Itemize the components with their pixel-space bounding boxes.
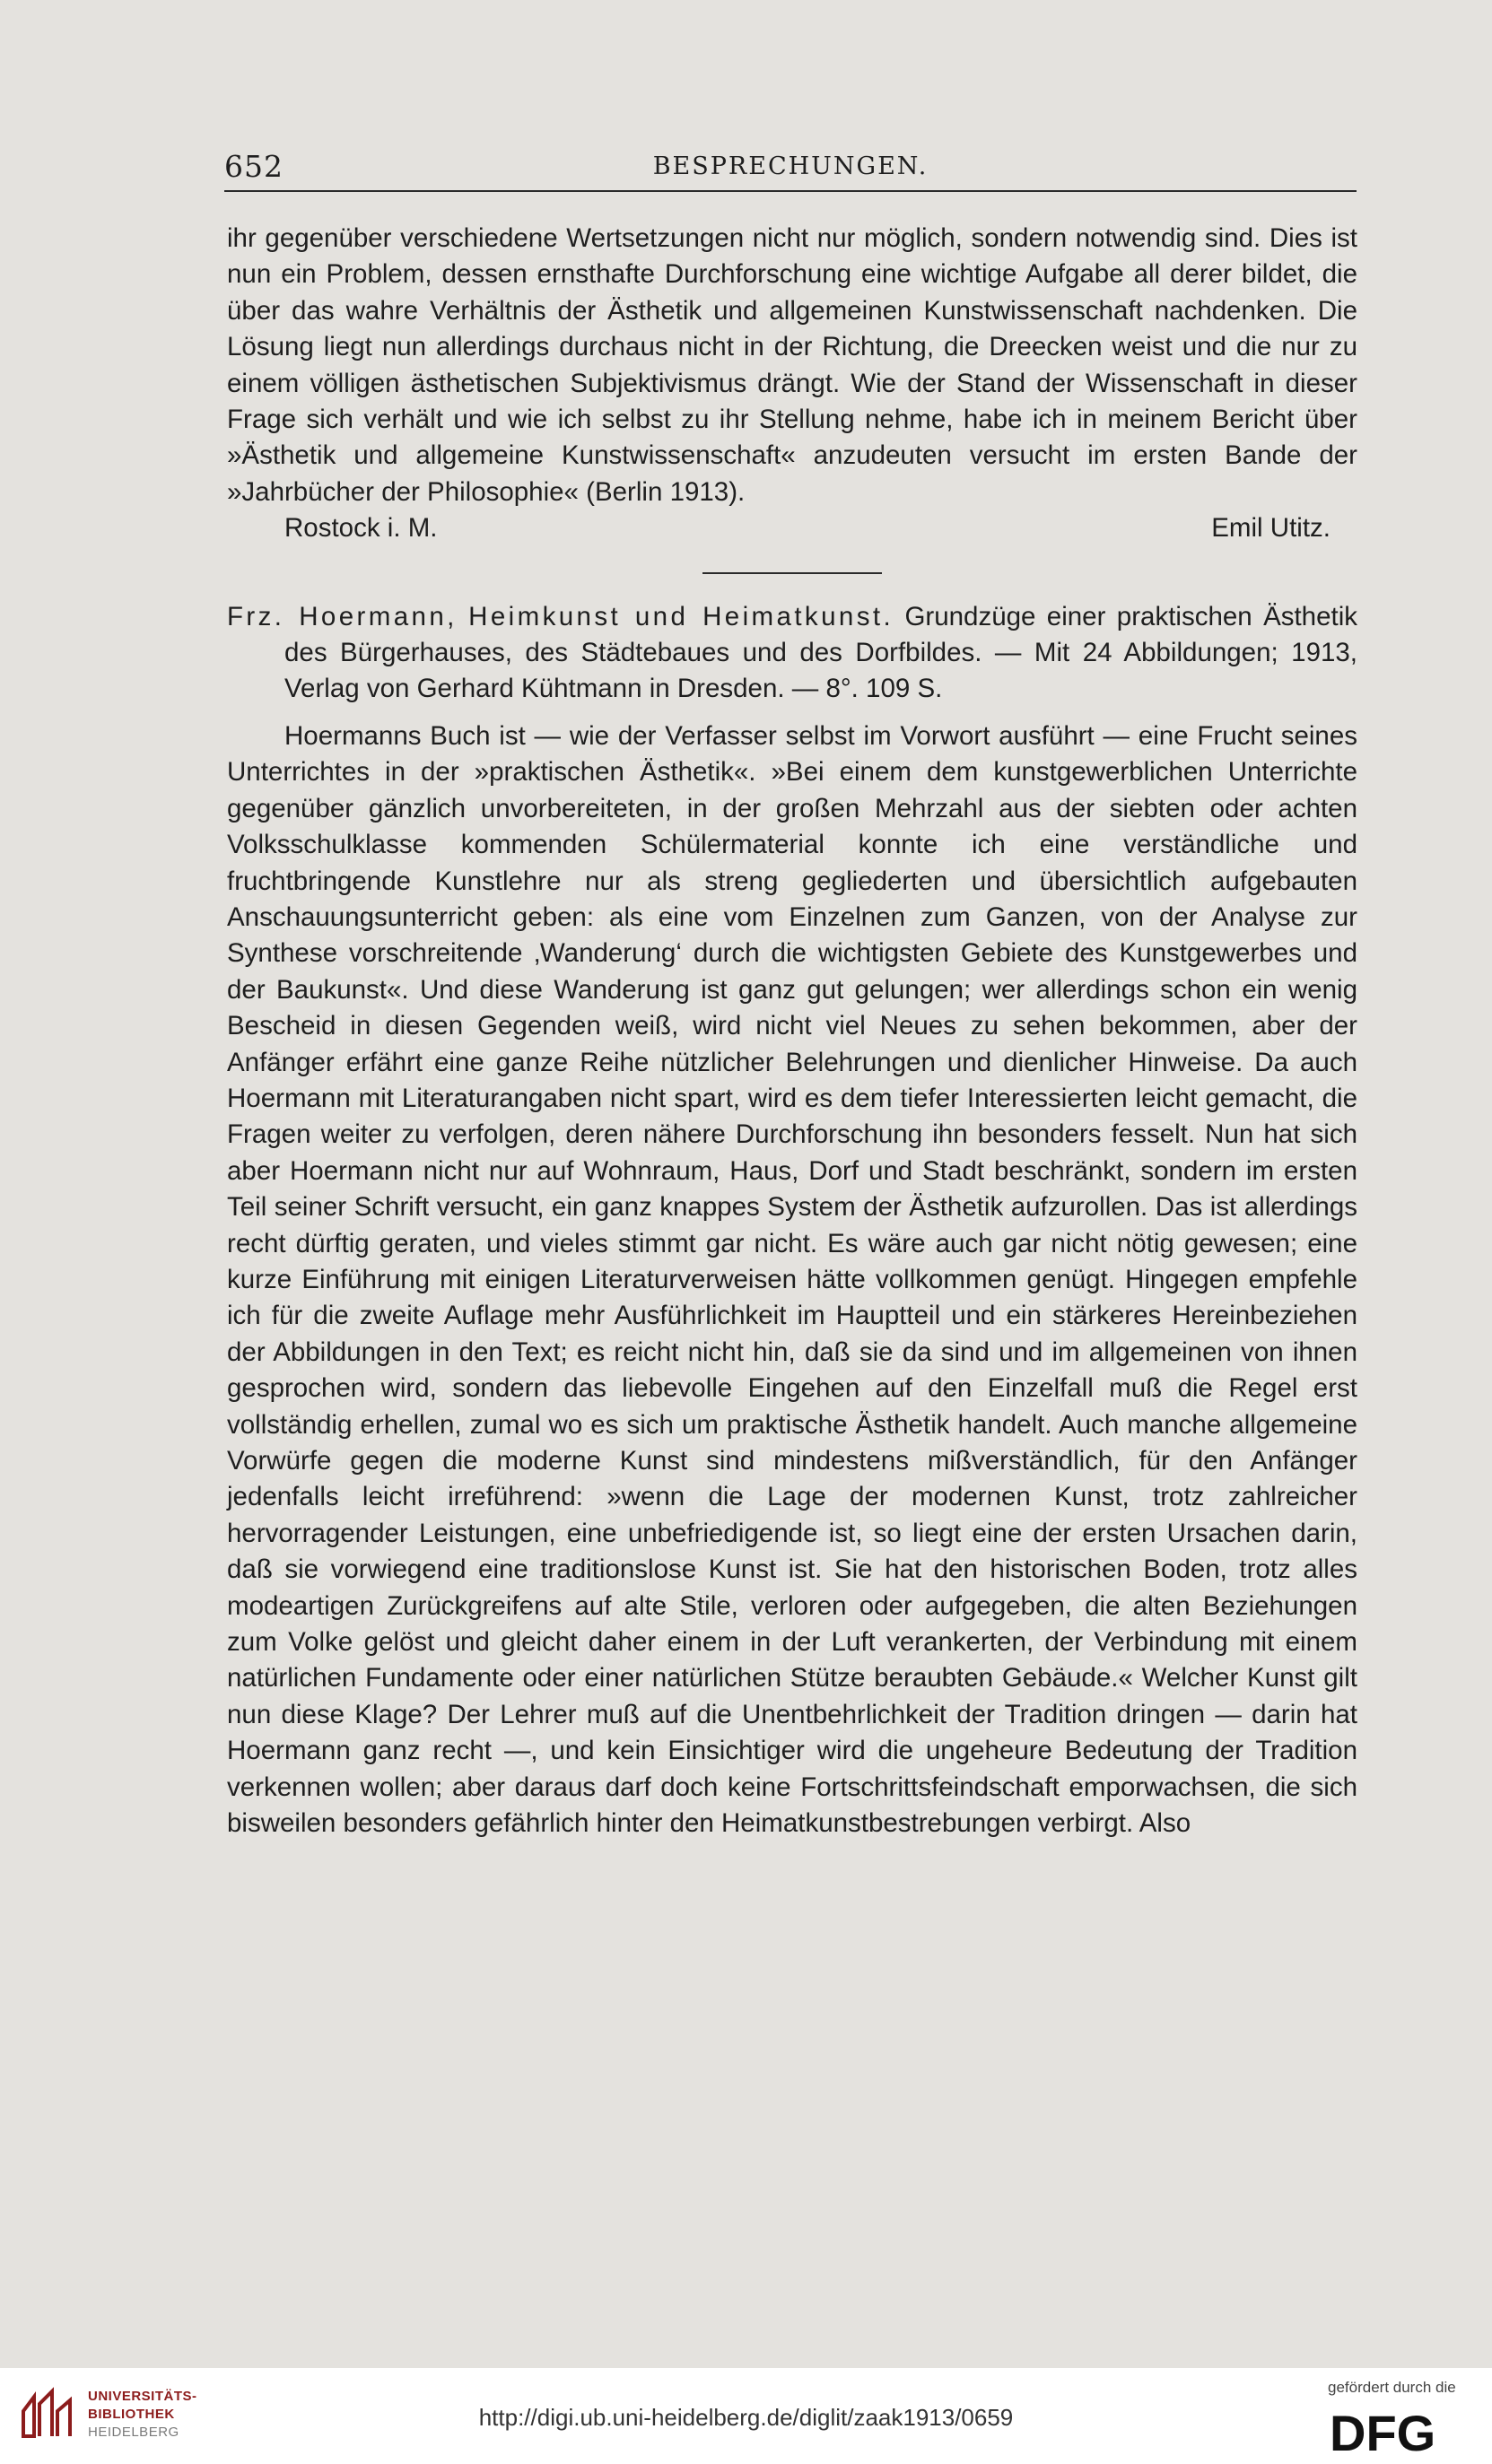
dfg-sponsor [1319, 2375, 1476, 2458]
entry-details: Grundzüge einer praktischen Ästhetik des Bürgerhauses, des Städtebaues und des Dorfbildes. — Mit 24 Abbildungen; 1913, Verlag von Gerhard Kühtmann in Dresden. — 8°. 109 S. [284, 601, 1357, 704]
entry-title: Heimkunst und Heimatkunst. [468, 601, 894, 631]
permalink-url[interactable]: http://digi.ub.uni-heidelberg.de/diglit/zaak1913/0659 [478, 2404, 1014, 2431]
digitization-footer [0, 2368, 1492, 2464]
signature-author: Emil Utitz. [1211, 513, 1331, 544]
entry-author: Frz. Hoermann, [227, 601, 458, 631]
page-number: 652 [224, 149, 284, 184]
review-paragraph: ihr gegenüber verschiedene Wertsetzungen nicht nur möglich, sondern notwendig sind. Dies ist nun ein Problem, dessen ernsthafte Durchforschung eine wichtige Aufgabe all derer bildet, die über das wahre Verhältnis der Ästhetik und allgemeinen Kunstwissenschaft nachdenken. Die Lösung liegt nun allerdings durchaus nicht in der Richtung, die Dreecken weist und die nur zu einem völligen ästhetischen Subjektivismus drängt. Wie der Stand der Wissenschaft in dieser Frage sich verhält und wie ich selbst zu ihr Stellung nehme, habe ich in meinem Bericht über »Ästhetik und allgemeine Kunstwissenschaft« anzudeuten versucht im ersten Bande der »Jahrbücher der Philosophie« (Berlin 1913). [227, 223, 1357, 507]
running-title: BESPRECHUNGEN. [652, 152, 929, 180]
review-paragraph: Hoermanns Buch ist — wie der Verfasser selbst im Vorwort ausführt — eine Frucht seines Unterrichtes in der »praktischen Ästhetik«. »Bei einem dem kunstgewerblichen Unterrichte gegenüber gänzlich unvorbereiteten, in der großen Mehrzahl aus der siebten oder achten Volksschulklasse kommenden Schülermaterial konnte ich eine verständliche und fruchtbringende Kunstlehre nur als streng gegliederten und übersichtlich aufgebauten Anschauungsunterricht geben: als eine vom Einzelnen zum Ganzen, von der Analyse zur Synthese vorschreitende ‚Wanderung‘ durch die wichtigsten Gebiete des Kunstgewerbes und der Baukunst«. Und diese Wanderung ist ganz gut gelungen; wer allerdings schon ein wenig Bescheid in diesen Gegenden weiß, wird nicht viel Neues zu sehen bekommen, aber der Anfänger erfährt eine ganze Reihe nützlicher Belehrungen und dienlicher Hinweise. Da auch Hoermann mit Literaturangaben nicht spart, wird es dem tiefer Interessierten leicht gemacht, die Fragen weiter zu verfolgen, deren nähere Durchforschung ihn besonders fesselt. Nun hat sich aber Hoermann nicht nur auf Wohnraum, Haus, Dorf und Stadt beschränkt, sondern im ersten Teil seiner Schrift versucht, ein ganz knappes System der Ästhetik aufzurollen. Das ist allerdings recht dürftig geraten, und vieles stimmt gar nicht. Es wäre auch gar nicht nötig gewesen; eine kurze Einführung mit einigen Literaturverweisen hätte vollkommen genügt. Hingegen empfehle ich für die zweite Auflage mehr Ausführlichkeit im Hauptteil und ein stärkeres Hereinbeziehen der Abbildungen in den Text; es reicht nicht hin, daß sie da sind und im allgemeinen von ihnen gesprochen wird, sondern das liebevolle Eingehen auf den Einzelfall muß die Regel erst vollständig erhellen, zumal wo es sich um praktische Ästhetik handelt. Auch manche allgemeine Vorwürfe gegen die moderne Kunst sind mindestens mißverständlich, für den Anfänger jedenfalls leicht irreführend: »wenn die Lage der modernen Kunst, trotz zahlreicher hervorragender Leistungen, eine unbefriedigende ist, so liegt eine der ersten Ursachen darin, daß sie vorwiegend eine traditionslose Kunst ist. Sie hat den historischen Boden, trotz alles modeartigen Zurückgreifens auf alte Stile, verloren oder aufgegeben, die alten Beziehungen zum Volke gelöst und gleicht daher einem in der Luft verankerten, der Verbindung mit einem natürlichen Fundamente oder einer natürlichen Stütze beraubten Gebäude.« Welcher Kunst gilt nun diese Klage? Der Lehrer muß auf die Unentbehrlichkeit der Tradition dringen — darin hat Hoermann ganz recht —, und kein Einsichtiger wird die ungeheure Bedeutung der Tradition verkennen wollen; aber daraus darf doch keine Fortschrittsfeindschaft emporwachsen, die sich bisweilen besonders gefährlich hinter den Heimatkunstbestrebungen verbirgt. Also [227, 720, 1357, 1839]
signature-line [227, 510, 1357, 546]
bibliographic-entry [227, 599, 1357, 708]
library-name-line: BIBLIOTHEK [88, 2407, 175, 2422]
dfg-logo-icon [1326, 2406, 1470, 2456]
dfg-logo-text: DFG [1330, 2406, 1436, 2456]
signature-place: Rostock i. M. [284, 513, 438, 544]
library-name-line: UNIVERSITÄTS- [88, 2389, 197, 2404]
running-head [224, 145, 1357, 192]
sponsor-label: gefördert durch die [1328, 2379, 1456, 2396]
library-city: HEIDELBERG [88, 2425, 179, 2440]
section-divider [702, 572, 882, 574]
article-body [227, 221, 1357, 1841]
